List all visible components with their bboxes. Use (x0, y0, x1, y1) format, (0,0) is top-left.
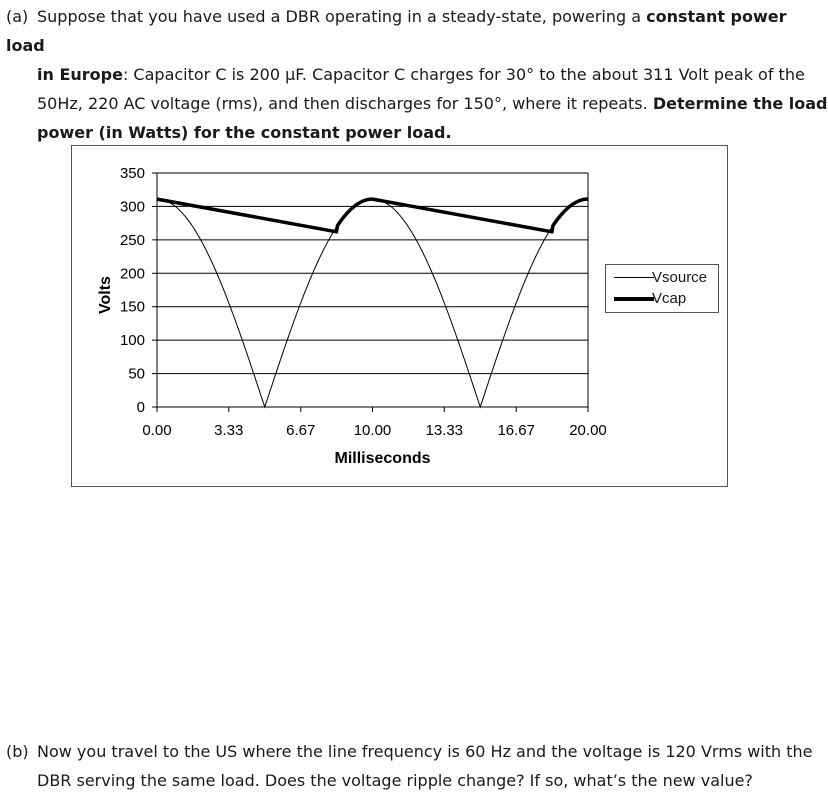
part-b-line2-text: DBR serving the same load. Does the voltage ripple change? If so, what’s the new value? (37, 771, 753, 790)
y-tick-label-100: 100 (119, 332, 145, 350)
part-a-line4-bold: power (in Watts) for the constant power load. (37, 123, 452, 142)
x-tick-label-0.00: 0.00 (142, 422, 172, 439)
part-a-line1-bold: constant power load (6, 7, 787, 55)
y-tick-label-50: 50 (128, 365, 145, 383)
part-a-line2-text: : Capacitor C is 200 μF. Capacitor C charges for 30° to the about 311 Volt peak of the (122, 65, 805, 84)
legend-swatch-vsource (614, 277, 654, 278)
x-tick-label-20.00: 20.00 (569, 422, 607, 439)
legend-swatch-vcap (614, 297, 654, 301)
series-line-vcap (157, 199, 588, 232)
y-tick-label-250: 250 (119, 231, 145, 249)
part-a-label: (a) (6, 7, 29, 26)
x-tick-label-6.67: 6.67 (286, 422, 316, 439)
y-tick-label-300: 300 (119, 198, 145, 216)
question-part-b (6, 737, 828, 795)
legend-label-vcap: Vcap (652, 290, 687, 307)
voltage-chart (71, 145, 728, 487)
series-line-vsource (157, 199, 588, 407)
x-axis-title: Milliseconds (334, 450, 431, 467)
x-tick-label-13.33: 13.33 (425, 422, 464, 439)
legend-label-vsource: Vsource (652, 269, 708, 286)
part-b-label: (b) (6, 742, 29, 761)
chart-plot-area (72, 146, 727, 486)
y-axis-title: Volts (97, 276, 114, 314)
y-tick-label-200: 200 (119, 265, 145, 283)
x-tick-label-16.67: 16.67 (497, 422, 536, 439)
y-tick-label-150: 150 (119, 298, 145, 316)
part-a-line1-text: Suppose that you have used a DBR operating in a steady-state, powering a (37, 7, 647, 26)
question-part-a (6, 2, 828, 147)
chart-legend (605, 264, 719, 313)
part-b-line1-text: Now you travel to the US where the line frequency is 60 Hz and the voltage is 120 Vrms with the (37, 742, 813, 761)
part-a-line3-bold: Determine the load (652, 94, 828, 113)
part-a-line3-text: 50Hz, 220 AC voltage (rms), and then discharges for 150°, where it repeats. (37, 94, 653, 113)
y-tick-label-0: 0 (136, 399, 145, 416)
x-tick-label-10.00: 10.00 (353, 422, 392, 439)
y-tick-label-350: 350 (119, 165, 145, 182)
part-a-line2-bold: in Europe (37, 65, 123, 84)
x-tick-label-3.33: 3.33 (214, 422, 244, 439)
